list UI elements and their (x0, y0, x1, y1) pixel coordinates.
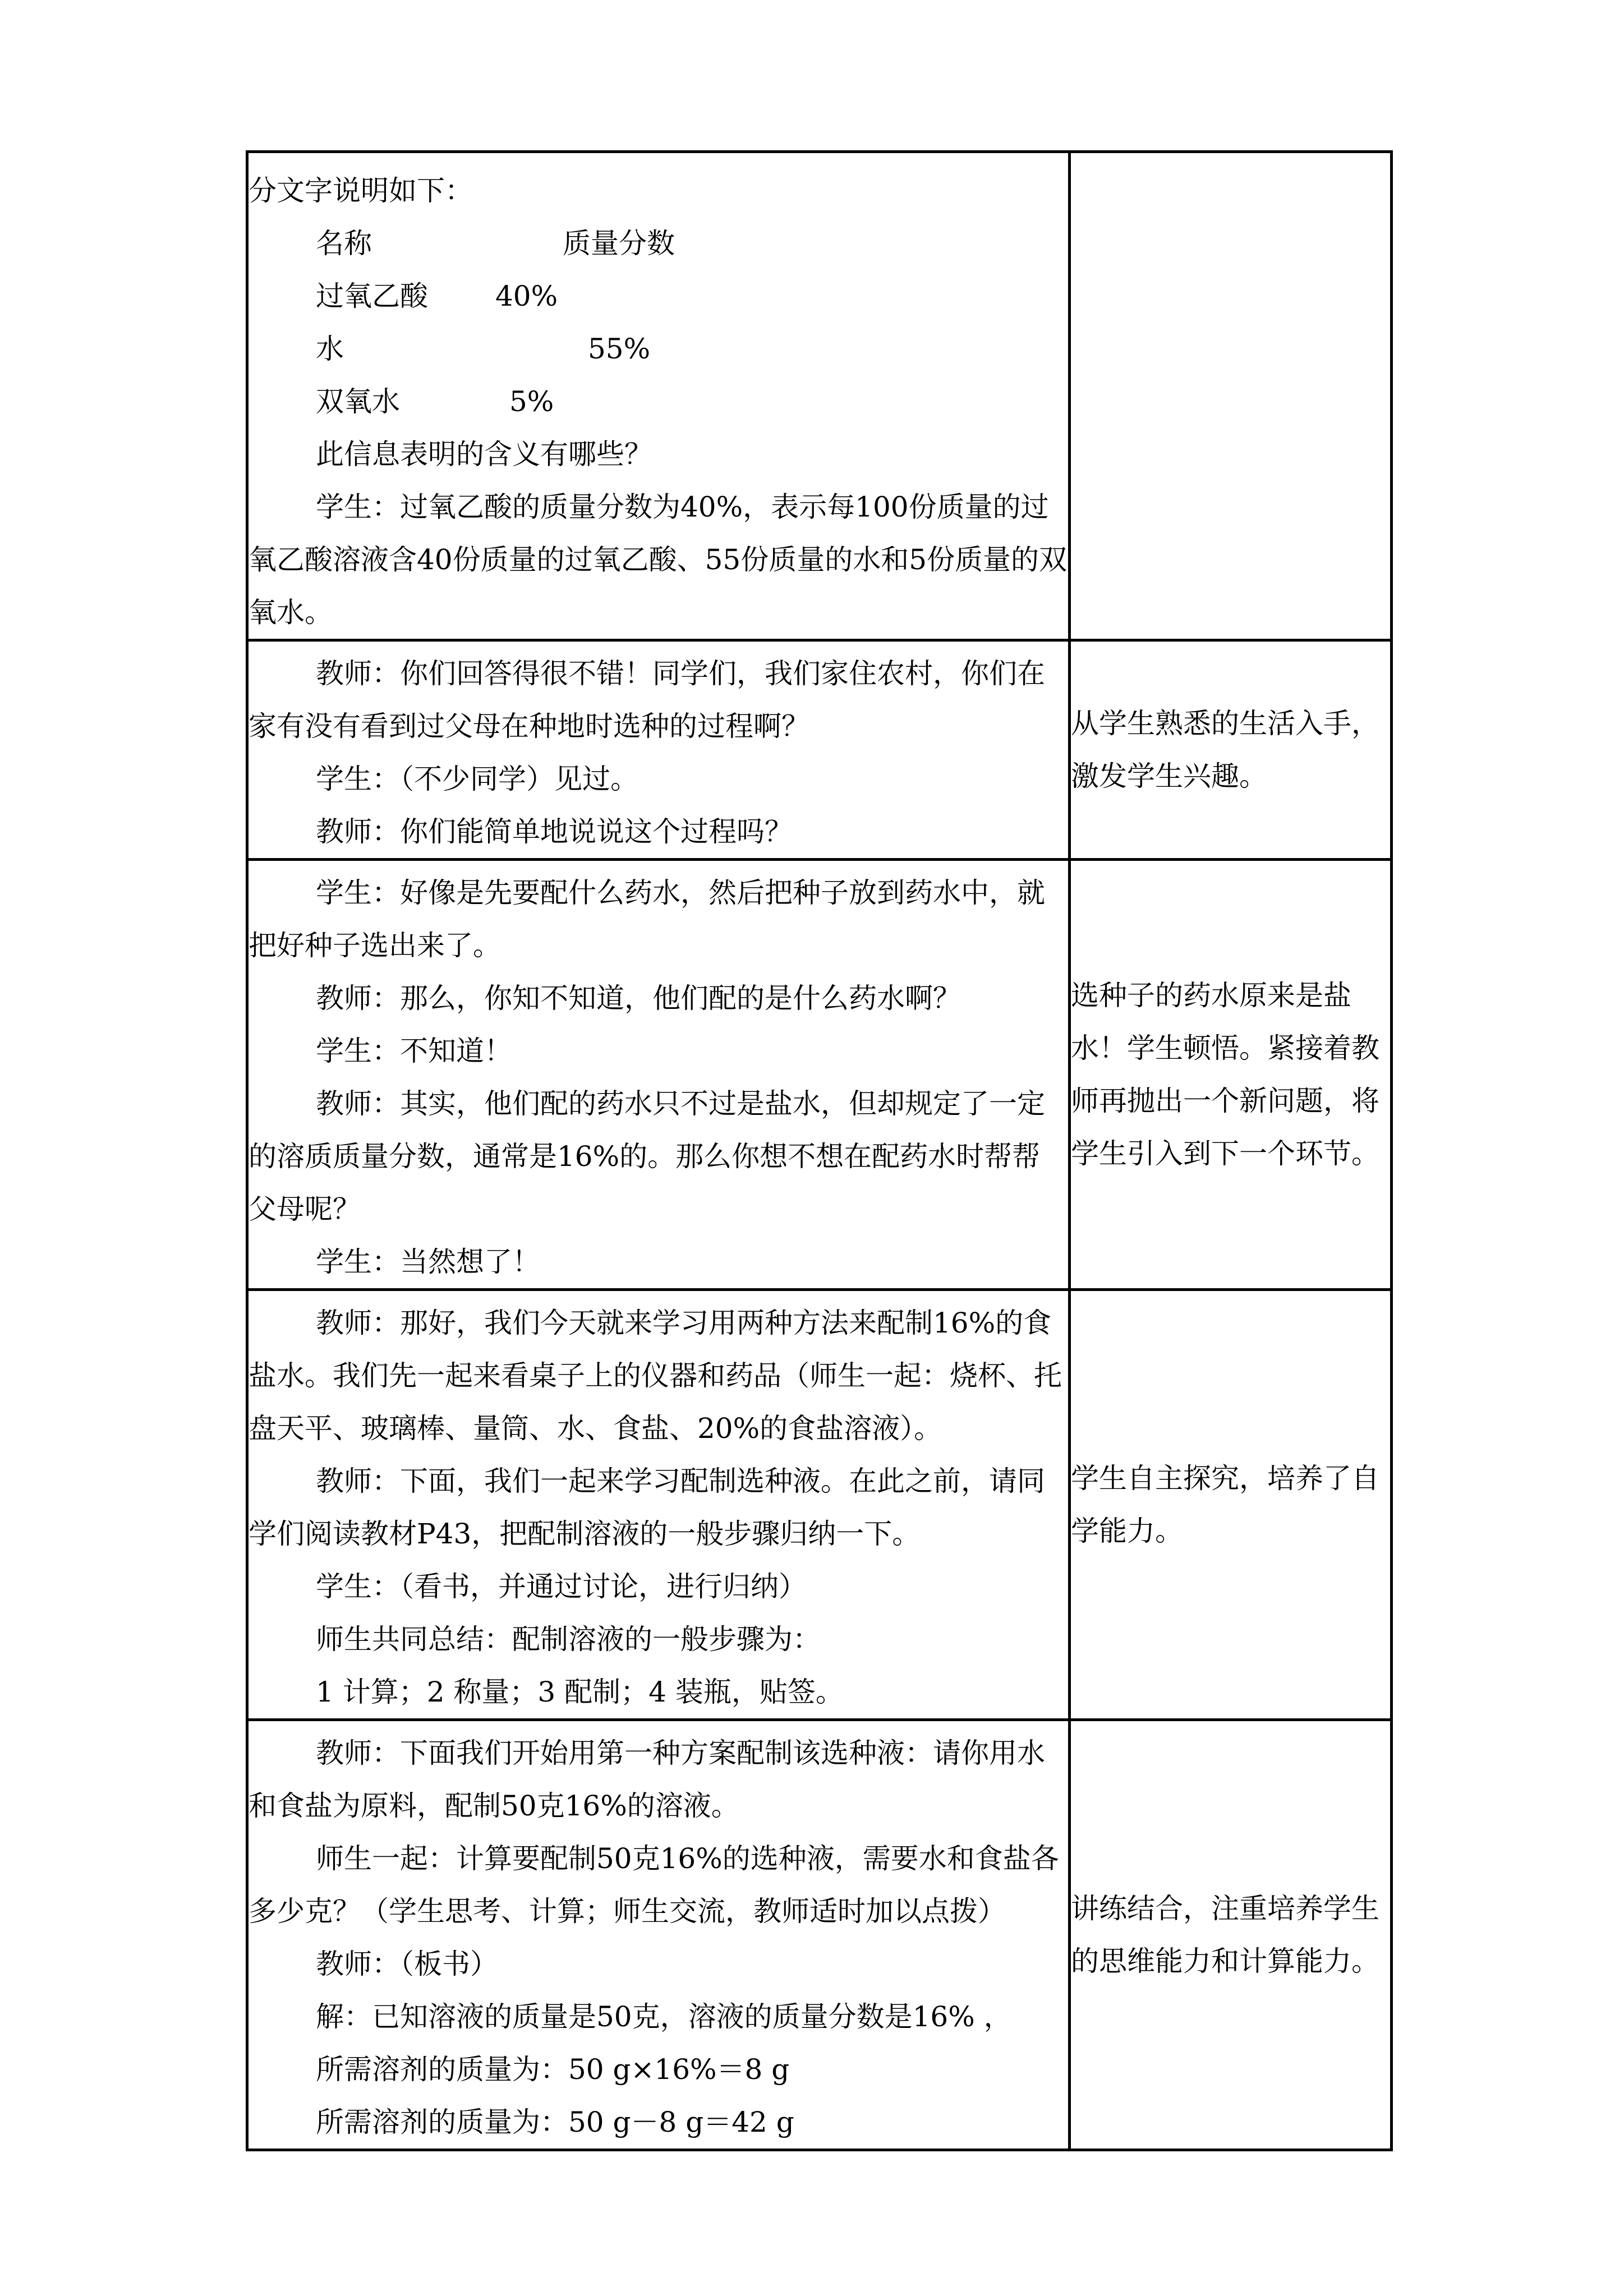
name-header: 名称 (316, 227, 372, 260)
paragraph: 学生：好像是先要配什么药水，然后把种子放到药水中，就把好种子选出来了。 (249, 877, 1045, 962)
question-text: 此信息表明的含义有哪些？ (316, 438, 652, 471)
item-name: 双氧水 (316, 385, 400, 418)
note-cell (1070, 860, 1392, 1290)
paragraph: 师生一起：计算要配制50克16%的选种液，需要水和食盐各多少克？（学生思考、计算；师生交流，教师适时加以点拨） (249, 1842, 1059, 1928)
note-cell (1070, 1290, 1392, 1720)
table-row (247, 1290, 1392, 1720)
item-name: 过氧乙酸 (316, 280, 428, 312)
item-fraction: 40% (495, 280, 558, 312)
paragraph: 教师：其实，他们配的药水只不过是盐水，但却规定了一定的溶质质量分数，通常是16%的。那么你想不想在配药水时帮帮父母呢？ (249, 1087, 1045, 1225)
paragraph: 教师：你们能简单地说说这个过程吗？ (316, 815, 793, 848)
item-name: 水 (316, 333, 344, 365)
main-cell (247, 1720, 1070, 2150)
paragraph: 学生：当然想了！ (316, 1246, 540, 1278)
paragraph: 学生：（看书，并通过讨论，进行归纳） (316, 1570, 807, 1603)
intro-text: 分文字说明如下： (249, 174, 473, 207)
formula-text: 所需溶剂的质量为：50 g－8 g＝42 g (316, 2106, 794, 2138)
label-header (249, 217, 1068, 270)
formula-text: 所需溶剂的质量为：50 g×16%＝8 g (316, 2053, 790, 2086)
paragraph: 教师：那好，我们今天就来学习用两种方法来配制16%的食盐水。我们先一起来看桌子上的仪器和药品（师生一起：烧杯、托盘天平、玻璃棒、量筒、水、食盐、20%的食盐溶液）。 (249, 1307, 1062, 1445)
paragraph: 解：已知溶液的质量是50克，溶液的质量分数是16% ， (316, 2000, 1012, 2033)
table-row (247, 640, 1392, 860)
note-text: 选种子的药水原来是盐水！学生顿悟。紧接着教师再抛出一个新问题，将学生引入到下一个环节。 (1071, 979, 1379, 1170)
paragraph: 师生共同总结：配制溶液的一般步骤为： (316, 1623, 821, 1656)
item-fraction: 5% (509, 385, 554, 418)
table-row (247, 1720, 1392, 2150)
note-cell (1070, 640, 1392, 860)
paragraph: 教师：下面我们开始用第一种方案配制该选种液：请你用水和食盐为原料，配制50克16%的溶液。 (249, 1737, 1045, 1822)
fraction-header: 质量分数 (563, 227, 675, 260)
lesson-table (246, 150, 1393, 2151)
table-row (247, 152, 1392, 640)
item-fraction: 55% (588, 333, 651, 365)
paragraph: 学生：（不少同学）见过。 (316, 763, 638, 795)
steps-text: 1 计算；2 称量；3 配制；4 装瓶，贴签。 (316, 1676, 844, 1708)
note-cell (1070, 152, 1392, 640)
answer-text: 学生：过氧乙酸的质量分数为40%，表示每100份质量的过氧乙酸溶液含40份质量的过氧乙酸、55份质量的水和5份质量的双氧水。 (249, 491, 1068, 629)
label-item (249, 322, 1068, 375)
paragraph: 教师：（板书） (316, 1948, 498, 1980)
note-text: 讲练结合，注重培养学生的思维能力和计算能力。 (1071, 1892, 1379, 1977)
main-cell (247, 640, 1070, 860)
note-text: 从学生熟悉的生活入手，激发学生兴趣。 (1071, 707, 1379, 792)
label-item (249, 270, 1068, 322)
paragraph: 学生：不知道！ (316, 1035, 512, 1067)
paragraph: 教师：那么，你知不知道，他们配的是什么药水啊？ (316, 982, 961, 1015)
table-row (247, 860, 1392, 1290)
note-text: 学生自主探究，培养了自学能力。 (1071, 1462, 1379, 1547)
paragraph: 教师：你们回答得很不错！同学们，我们家住农村，你们在家有没有看到过父母在种地时选种的过程啊？ (249, 657, 1045, 743)
main-cell (247, 1290, 1070, 1720)
label-item (249, 375, 1068, 428)
main-cell (247, 152, 1070, 640)
note-cell (1070, 1720, 1392, 2150)
paragraph: 教师：下面，我们一起来学习配制选种液。在此之前，请同学们阅读教材P43，把配制溶液的一般步骤归纳一下。 (249, 1465, 1045, 1550)
main-cell (247, 860, 1070, 1290)
